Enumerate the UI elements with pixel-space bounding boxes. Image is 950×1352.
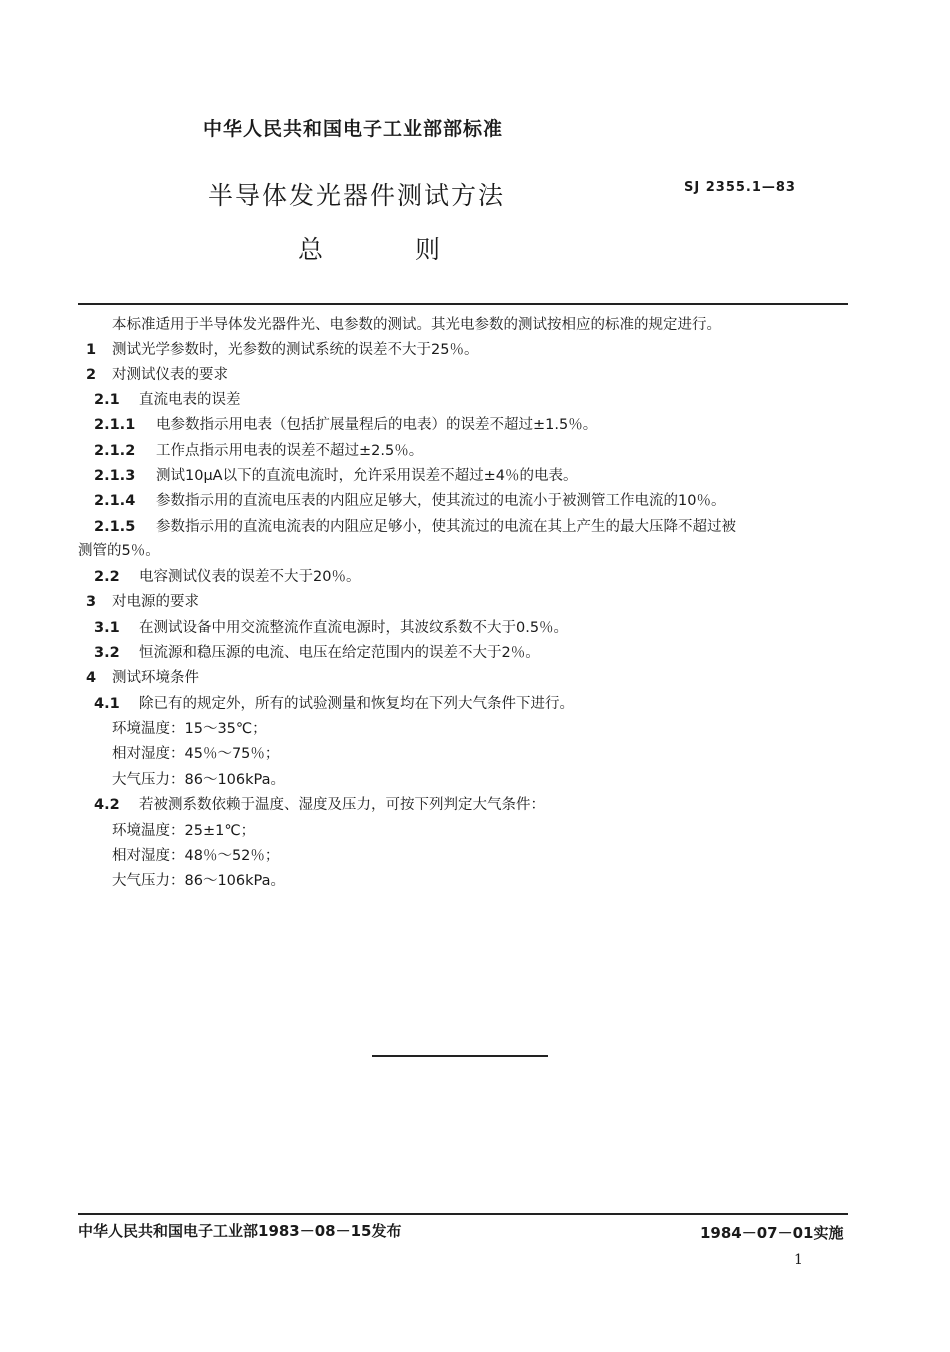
section-heading: 对电源的要求 <box>112 594 199 610</box>
section-2 <box>86 365 228 385</box>
section-text: 参数指示用的直流电流表的内阻应足够小，使其流过的电流在其上产生的最大压降不超过被 <box>156 519 736 535</box>
section-text: 参数指示用的直流电压表的内阻应足够大，使其流过的电流小于被测管工作电流的10％。 <box>156 493 726 509</box>
section-number: 3.1 <box>94 620 120 636</box>
section-4-1 <box>94 694 574 714</box>
section-number: 3 <box>86 594 97 610</box>
section-3-1 <box>94 618 568 638</box>
section-text: 电容测试仪表的误差不大于20％。 <box>139 569 361 585</box>
section-text: 除已有的规定外，所有的试验测量和恢复均在下列大气条件下进行。 <box>139 696 574 712</box>
section-number: 2.1.1 <box>94 417 136 433</box>
section-2-1 <box>94 390 241 410</box>
section-text: 测试10μA以下的直流电流时，允许采用误差不超过±4％的电表。 <box>156 468 578 484</box>
section-number: 2 <box>86 367 97 383</box>
section-number: 2.1.2 <box>94 443 136 459</box>
section-3 <box>86 592 199 612</box>
end-of-text-divider <box>372 1055 548 1057</box>
section-heading: 对测试仪表的要求 <box>112 367 228 383</box>
section-text: 测试光学参数时，光参数的测试系统的误差不大于25％。 <box>112 342 479 358</box>
footer-divider <box>78 1213 848 1215</box>
section-text: 若被测系数依赖于温度、湿度及压力，可按下列判定大气条件： <box>139 797 545 813</box>
subtitle-char-2: 则 <box>415 235 441 264</box>
section-number: 2.2 <box>94 569 120 585</box>
page-number: 1 <box>794 1252 803 1268</box>
section-2-1-3 <box>94 466 577 486</box>
standard-number: SJ 2355.1—83 <box>684 180 796 195</box>
section-text: 在测试设备中用交流整流作直流电源时，其波纹系数不大于0.5％。 <box>139 620 569 636</box>
section-2-2 <box>94 567 360 587</box>
section-text: 恒流源和稳压源的电流、电压在给定范围内的误差不大于2％。 <box>139 645 540 661</box>
section-number: 4 <box>86 670 97 686</box>
section-number: 2.1.5 <box>94 519 136 535</box>
section-2-1-4 <box>94 491 725 511</box>
section-heading: 直流电表的误差 <box>139 392 241 408</box>
section-number: 2.1.4 <box>94 493 136 509</box>
section-1 <box>86 340 478 360</box>
condition-pressure: 大气压力：86～106kPa。 <box>112 772 286 788</box>
section-number: 4.2 <box>94 797 120 813</box>
condition-temperature: 环境温度：15～35℃； <box>112 721 267 737</box>
section-3-2 <box>94 643 540 663</box>
condition-temperature: 环境温度：25±1℃； <box>112 823 256 839</box>
effective-date: 1984－07－01实施 <box>700 1224 844 1242</box>
section-text: 工作点指示用电表的误差不超过±2.5％。 <box>156 443 424 459</box>
top-divider <box>78 303 848 305</box>
condition-humidity: 相对湿度：48％～52％； <box>112 848 280 864</box>
section-number: 1 <box>86 342 97 358</box>
section-4 <box>86 668 199 688</box>
issue-date: 中华人民共和国电子工业部1983－08－15发布 <box>78 1222 402 1240</box>
condition-pressure: 大气压力：86～106kPa。 <box>112 873 286 889</box>
section-2-1-5 <box>94 517 736 537</box>
issuing-agency-header: 中华人民共和国电子工业部部标准 <box>203 118 504 140</box>
condition-humidity: 相对湿度：45％～75％； <box>112 746 280 762</box>
section-2-1-5-continuation: 测管的5％。 <box>78 543 160 559</box>
section-number: 2.1.3 <box>94 468 136 484</box>
subtitle-char-1: 总 <box>298 235 324 264</box>
section-number: 2.1 <box>94 392 120 408</box>
document-title: 半导体发光器件测试方法 <box>208 181 506 210</box>
section-heading: 测试环境条件 <box>112 670 199 686</box>
section-text: 电参数指示用电表（包括扩展量程后的电表）的误差不超过±1.5％。 <box>156 417 598 433</box>
intro-paragraph: 本标准适用于半导体发光器件光、电参数的测试。其光电参数的测试按相应的标准的规定进行。 <box>112 317 721 333</box>
section-number: 4.1 <box>94 696 120 712</box>
section-2-1-1 <box>94 415 597 435</box>
section-4-2 <box>94 795 545 815</box>
section-2-1-2 <box>94 441 423 461</box>
section-number: 3.2 <box>94 645 120 661</box>
